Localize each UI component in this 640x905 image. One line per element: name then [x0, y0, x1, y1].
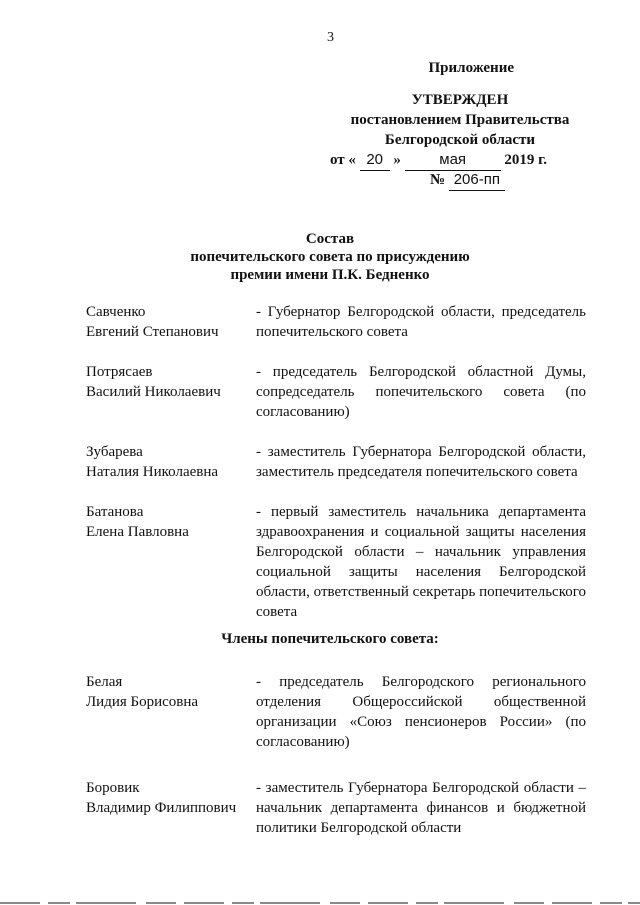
member-entry: [86, 672, 586, 752]
member-role: - заместитель Губернатора Белгородской области, заместитель председателя попечительского совета: [256, 444, 586, 480]
title-line-2: попечительского совета по присуждению: [190, 249, 470, 265]
member-role: - первый заместитель начальника департамента здравоохранения и социальной защиты населения Белгородской области – начальник управления социальной защиты населения Белгородской области, ответственный секретарь попечительского совета: [256, 504, 587, 620]
approved-label: УТВЕРЖДЕН: [411, 92, 509, 108]
leadership-list: [86, 302, 586, 622]
member-role: - председатель Белгородской областной Думы, сопредседатель попечительского совета (по согласованию): [256, 364, 586, 420]
leadership-entry: [86, 502, 586, 622]
member-given-name: Елена Павловна: [86, 524, 189, 540]
approval-date: [330, 150, 590, 170]
member-role: - председатель Белгородского регионального отделения Общероссийской общественной организации «Союз пенсионеров России» (по согласованию): [256, 674, 586, 750]
member-surname: Савченко: [86, 304, 146, 320]
approval-block: [330, 58, 590, 190]
member-given-name: Василий Николаевич: [86, 384, 221, 400]
date-mid: »: [393, 152, 401, 168]
document-title: [170, 230, 490, 284]
member-surname: Боровик: [86, 780, 140, 796]
leadership-entry: [86, 362, 586, 422]
member-name: [86, 502, 256, 622]
member-role: - заместитель Губернатора Белгородской области – начальник департамента финансов и бюджетной политики Белгородской области: [256, 780, 586, 836]
date-day: 20: [360, 150, 390, 171]
approval-line-2: Белгородской области: [384, 132, 536, 148]
member-given-name: Евгений Степанович: [86, 324, 219, 340]
leadership-entry: [86, 302, 586, 342]
title-line-3: премии имени П.К. Бедненко: [230, 267, 430, 283]
member-surname: Батанова: [86, 504, 144, 520]
approval-line-1: постановлением Правительства: [350, 112, 570, 128]
date-year: 2019 г.: [504, 152, 548, 168]
members-heading: Члены попечительского совета:: [221, 631, 439, 647]
leadership-entry: [86, 442, 586, 482]
number-prefix: №: [430, 172, 446, 188]
date-month: мая: [405, 150, 501, 171]
date-prefix: от «: [330, 152, 356, 168]
number-value: 206-пп: [449, 170, 505, 191]
title-line-1: Состав: [305, 231, 355, 247]
member-name: [86, 302, 256, 342]
member-given-name: Наталия Николаевна: [86, 464, 219, 480]
scan-edge-dashes: [0, 901, 640, 905]
appendix-label: Приложение: [428, 60, 514, 76]
member-name: [86, 778, 256, 838]
member-role: - Губернатор Белгородской области, председатель попечительского совета: [256, 304, 586, 340]
member-surname: Белая: [86, 674, 123, 690]
page-number: 3: [327, 30, 334, 45]
member-name: [86, 362, 256, 422]
members-list: [86, 672, 586, 838]
member-name: [86, 672, 256, 752]
member-surname: Зубарева: [86, 444, 143, 460]
member-surname: Потрясаев: [86, 364, 153, 380]
approval-number: [330, 170, 590, 190]
member-given-name: Лидия Борисовна: [86, 694, 199, 710]
member-given-name: Владимир Филиппович: [86, 800, 237, 816]
member-entry: [86, 778, 586, 838]
member-name: [86, 442, 256, 482]
